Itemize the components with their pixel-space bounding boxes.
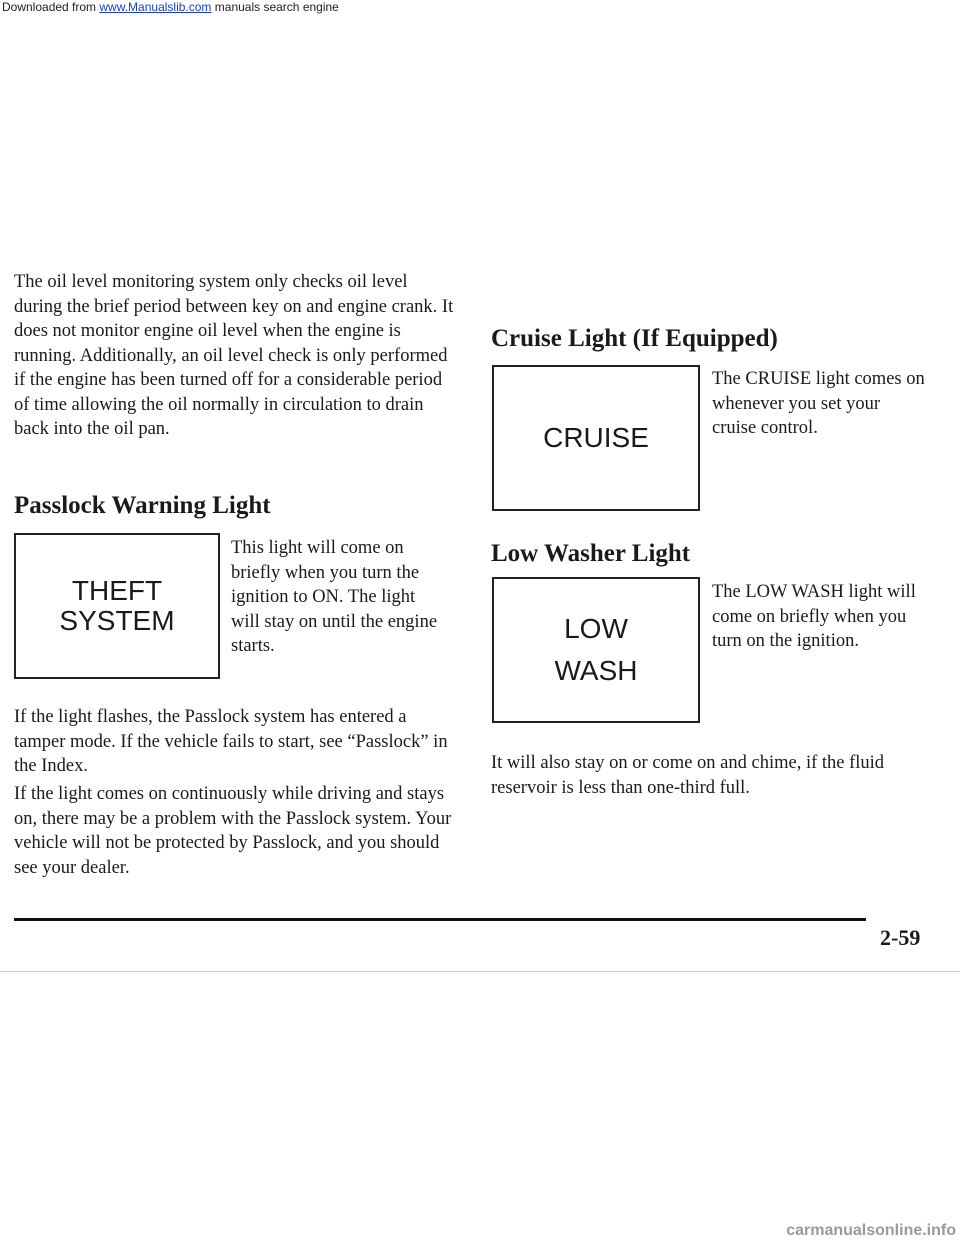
banner-suffix: manuals search engine [211, 0, 339, 14]
oil-level-intro-paragraph: The oil level monitoring system only checks oil level during the brief period between key on and engine crank. It does not monitor engine oil level when the engine is running. Additionally, an oil level check is only performed if the engine has been turned off for a considerable period of time allowing the oil normally in circulation to drain back into the oil pan. [14, 272, 454, 439]
cruise-label: CRUISE [543, 422, 649, 453]
footer-rule [14, 918, 866, 921]
passlock-continuous-paragraph: If the light comes on continuously while driving and stays on, there may be a problem with the Passlock system. Your vehicle will not be protected by Passlock, and you should see your dealer. [14, 784, 452, 878]
watermark-text: carmanualsonline.info [786, 1222, 956, 1239]
banner-prefix: Downloaded from [2, 0, 100, 14]
low-wash-label: LOW WASH [554, 613, 638, 686]
low-wash-more-paragraph: It will also stay on or come on and chime, if the fluid reservoir is less than one-third full. [491, 753, 885, 798]
low-wash-indicator [492, 577, 700, 723]
low-wash-description: The LOW WASH light will come on briefly when you turn on the ignition. [712, 582, 916, 651]
faint-rule [0, 971, 960, 972]
manualslib-link[interactable]: www.Manualslib.com [99, 0, 212, 14]
passlock-description: This light will come on briefly when you turn the ignition to ON. The light will stay on until the engine starts. [231, 538, 438, 656]
theft-system-label: THEFT SYSTEM [59, 575, 175, 636]
download-banner [2, 0, 339, 14]
cruise-heading: Cruise Light (If Equipped) [491, 325, 778, 352]
cruise-description: The CRUISE light comes on whenever you set your cruise control. [712, 369, 925, 438]
passlock-heading: Passlock Warning Light [14, 492, 271, 519]
page-number: 2-59 [880, 925, 921, 950]
low-washer-heading: Low Washer Light [491, 540, 691, 567]
theft-system-indicator [14, 533, 220, 679]
cruise-indicator [492, 365, 700, 511]
passlock-flash-paragraph: If the light flashes, the Passlock system has entered a tamper mode. If the vehicle fails to start, see “Passlock” in the Index. [14, 707, 448, 776]
